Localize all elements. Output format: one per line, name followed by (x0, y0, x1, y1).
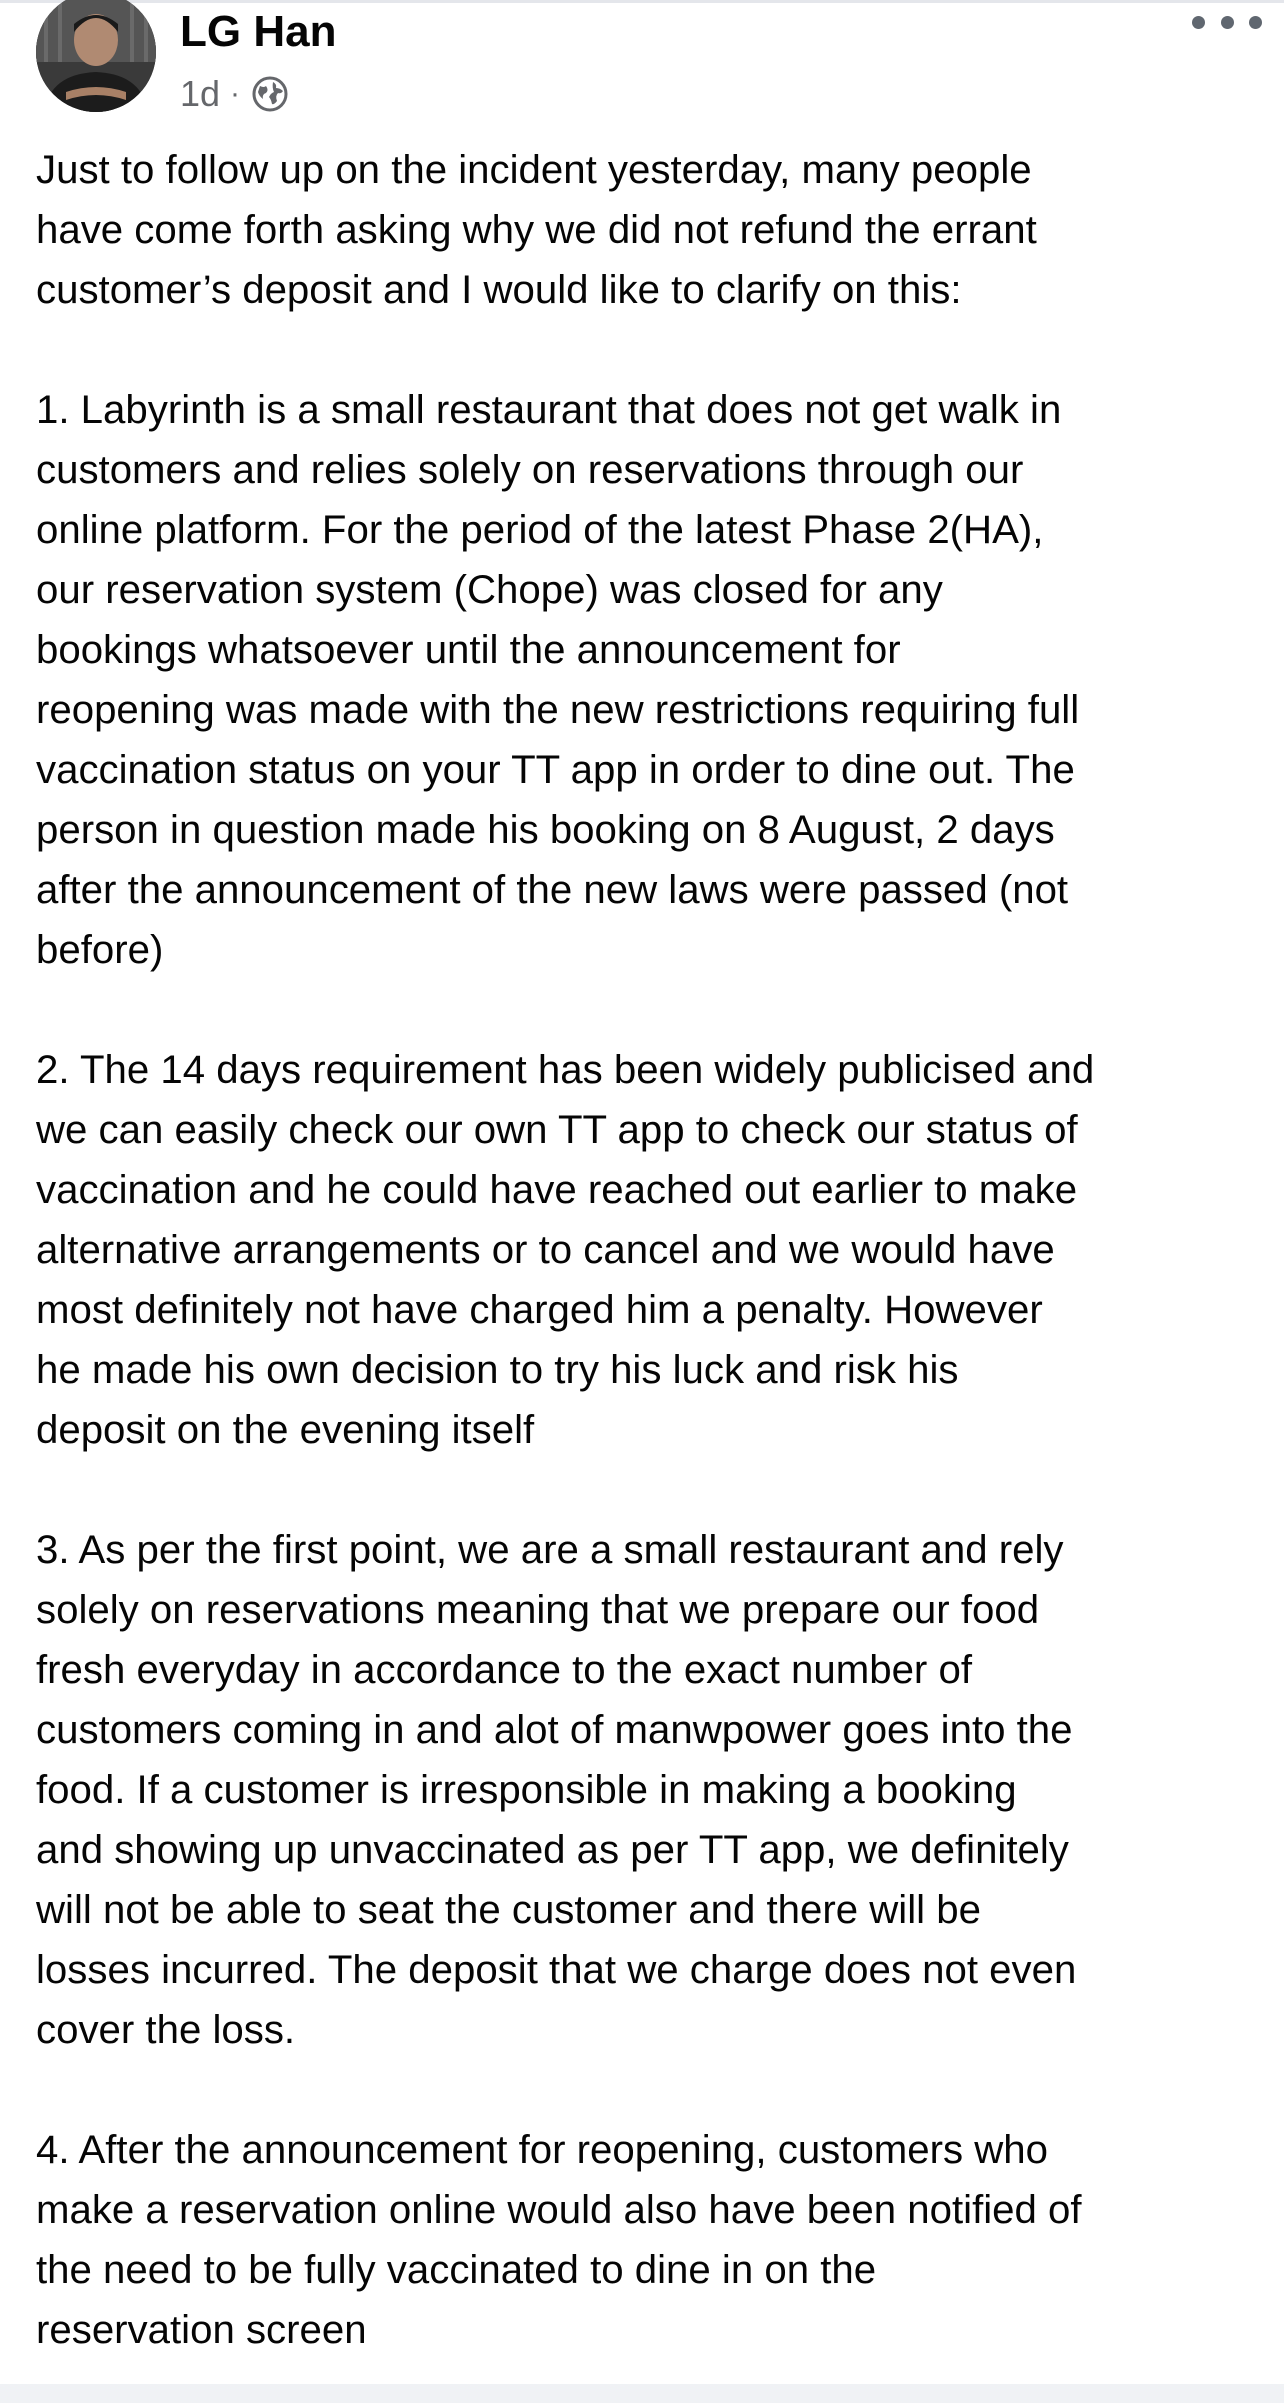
globe-icon (250, 74, 290, 114)
more-horizontal-icon-dot-2 (1221, 16, 1234, 29)
bottom-divider (0, 2384, 1284, 2403)
avatar-photo (36, 0, 156, 112)
meta-separator: · (230, 77, 241, 110)
top-divider (0, 0, 1284, 3)
post-paragraph-2: 2. The 14 days requirement has been widely publicised and we can easily check our own TT app to check our status of vaccination and he could have reached out earlier to make alternative arrangements or to cancel and we would have most definitely not have charged him a penalty. However he made his own decision to try his luck and risk his deposit on the evening itself (36, 1047, 1095, 1452)
post-paragraph-1: 1. Labyrinth is a small restaurant that does not get walk in customers and relies solely on reservations through our online platform. For the period of the latest Phase 2(HA), our reservation system (Chope) was closed for any bookings whatsoever until the announcement for reopening was made with the new restrictions requiring full vaccination status on your TT app in order to dine out. The person in question made his booking on 8 August, 2 days after the announcement of the new laws were passed (not before) (36, 387, 1080, 972)
avatar[interactable] (36, 0, 156, 112)
post-time[interactable]: 1d (180, 73, 221, 114)
post-paragraph-4: 4. After the announcement for reopening, customers who make a reservation online would also have been notified of the need to be fully vaccinated to dine in on the reservation screen (36, 2127, 1082, 2352)
post-text (36, 140, 1256, 2360)
more-horizontal-icon (1192, 16, 1205, 29)
author-name[interactable]: LG Han (180, 7, 337, 56)
post-meta (180, 70, 290, 118)
post-paragraph-3: 3. As per the first point, we are a small restaurant and rely solely on reservations meaning that we prepare our food fresh everyday in accordance to the exact number of customers coming in and alot of manwpower goes into the food. If a customer is irresponsible in making a booking and showing up unvaccinated as per TT app, we definitely will not be able to seat the customer and there will be losses incurred. The deposit that we charge does not even cover the loss. (36, 1527, 1077, 2052)
more-options-button[interactable] (1192, 0, 1262, 44)
post-paragraph-intro: Just to follow up on the incident yesterday, many people have come forth asking why we did not refund the errant customer’s deposit and I would like to clarify on this: (36, 147, 1037, 312)
more-horizontal-icon-dot-3 (1249, 16, 1262, 29)
